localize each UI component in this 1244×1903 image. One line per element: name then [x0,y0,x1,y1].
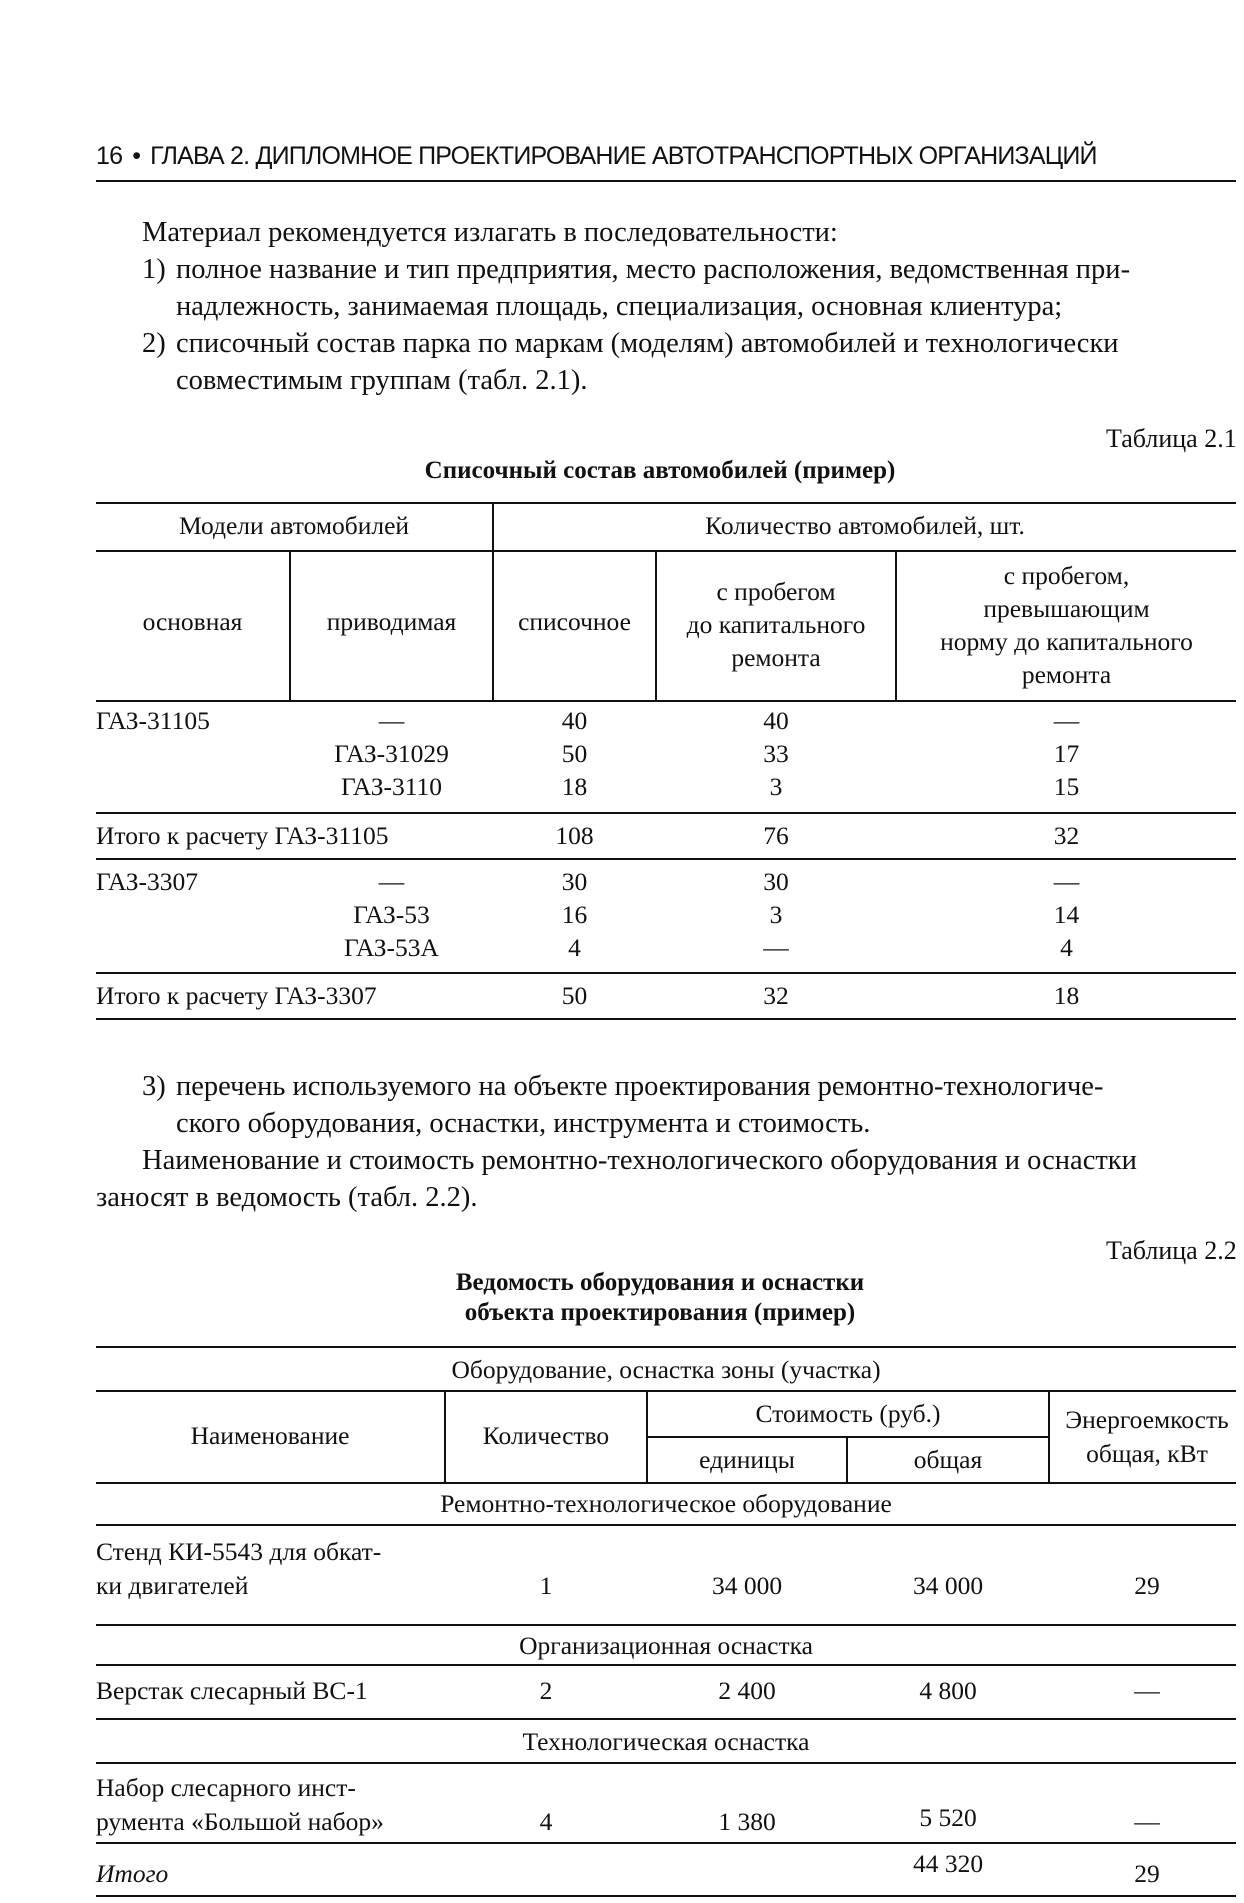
cell-list: 50 [561,981,588,1010]
col-header-over: норму до капитального [940,627,1193,656]
cell-name: Набор слесарного инст- [96,1773,356,1802]
cell-subtotal-label: Итого к расчету ГАЗ-31105 [96,821,389,850]
cell-run: 30 [763,867,789,896]
table-rule [96,1842,1236,1844]
col-header-models: Модели автомобилей [178,511,410,540]
cell-name: ки двигателей [96,1571,249,1600]
table-rule [96,972,1236,974]
cell-derived: — [378,867,405,896]
cell-total-energy: 29 [1134,1859,1160,1888]
table-rule [96,502,1236,504]
intro-lead: Материал рекомендуется излагать в последовательности: [142,217,838,248]
cell-name: Стенд КИ-5543 для обкат- [96,1537,382,1566]
col-header-run: ремонта [731,643,821,672]
cell-run: 33 [763,739,789,768]
col-header-energy: Энергоемкость [1065,1405,1229,1434]
table-rule [96,1524,1236,1526]
cell-run: 3 [769,900,783,929]
table-rule [96,858,1236,860]
header-bullet: • [132,142,141,170]
col-header-qty: Количество [482,1421,610,1450]
table-rule [96,1624,1236,1626]
cell-qty: 1 [539,1571,553,1600]
table-rule [96,1390,1236,1392]
table-rule [96,1346,1236,1348]
cell-run: 40 [763,706,789,735]
table-title: Ведомость оборудования и оснастки [455,1269,865,1296]
table-rule [96,1718,1236,1720]
cell-over: 15 [1053,772,1080,801]
cell-over: 14 [1053,900,1080,929]
cell-list: 18 [561,772,588,801]
cell-qty: 2 [539,1676,553,1705]
cell-name: румента «Большой набор» [96,1807,384,1836]
table-rule [96,1664,1236,1666]
cell-derived: ГАЗ-53А [344,933,439,962]
col-header-run: с пробегом [716,577,836,606]
cell-list: 50 [561,739,588,768]
cell-list: 16 [561,900,588,929]
col-header-energy: общая, кВт [1086,1439,1208,1468]
table-rule [96,700,1236,702]
cell-derived: ГАЗ-3110 [340,772,443,801]
cell-unit-cost: 34 000 [711,1571,783,1600]
table-rule [96,1762,1236,1764]
section-header: Организационная оснастка [519,1631,813,1660]
section-header: Технологическая оснастка [522,1727,810,1756]
cell-run: 32 [763,981,789,1010]
col-header-list: списочное [518,607,631,636]
cell-over: 18 [1053,981,1080,1010]
cell-run: 76 [763,821,789,850]
cell-main: ГАЗ-3307 [96,867,199,896]
table-rule [96,812,1236,814]
paragraph-line: Наименование и стоимость ремонтно-технологического оборудования и оснастки [142,1145,1137,1176]
list-number: 1) [142,254,166,285]
cell-run: 3 [769,772,783,801]
cell-subtotal-label: Итого к расчету ГАЗ-3307 [96,981,377,1010]
col-header-unit: единицы [699,1445,795,1474]
table-title: объекта проектирования (пример) [464,1299,856,1326]
cell-total-label: Итого [96,1859,169,1888]
cell-derived: ГАЗ-53 [353,900,430,929]
cell-unit-cost: 1 380 [718,1807,776,1836]
cell-run: — [763,933,789,962]
cell-name: Верстак слесарный ВС-1 [96,1676,368,1705]
list-text-line: списочный состав парка по маркам (моделям) автомобилей и технологически [176,328,1119,359]
list-number: 3) [142,1071,166,1102]
chapter-title: ГЛАВА 2. ДИПЛОМНОЕ ПРОЕКТИРОВАНИЕ АВТОТРАНСПОРТНЫХ ОРГАНИЗАЦИЙ [150,142,1097,170]
list-text-line: перечень используемого на объекте проектирования ремонтно-технологиче- [176,1071,1104,1102]
cell-derived: — [378,706,405,735]
list-text-line: полное название и тип предприятия, место расположения, ведомственная при- [176,254,1131,285]
col-header-over: ремонта [1021,660,1112,689]
col-header-name: Наименование [190,1421,350,1450]
cell-total-cost: 4 800 [919,1676,977,1705]
col-header-main: основная [142,607,243,636]
table-zone-header: Оборудование, оснастка зоны (участка) [451,1355,881,1384]
cell-energy: 29 [1134,1571,1160,1600]
cell-over: — [1053,867,1080,896]
paragraph-line: заносят в ведомость (табл. 2.2). [96,1182,478,1213]
table-rule [96,550,1236,552]
cell-over: — [1053,706,1080,735]
running-header [96,142,1236,171]
col-header-derived: приводимая [326,607,457,636]
cell-derived: ГАЗ-31029 [334,739,449,768]
table-title: Списочный состав автомобилей (пример) [424,457,896,484]
cell-list: 4 [568,933,581,962]
page-number: 16 [96,142,123,170]
col-header-count: Количество автомобилей, шт. [705,511,1025,540]
cell-list: 108 [555,821,594,850]
list-text-line: надлежность, занимаемая площадь, специализация, основная клиентура; [176,291,1063,322]
header-rule [96,180,1236,182]
cell-over: 4 [1060,933,1073,962]
table-label: Таблица 2.2 [1106,1236,1237,1265]
section-header: Ремонтно-технологическое оборудование [440,1489,892,1518]
table-rule [96,1018,1236,1020]
col-header-over: с пробегом, [1003,561,1130,590]
cell-energy: — [1134,1807,1160,1836]
col-header-run: до капитального [686,610,866,639]
cell-qty: 4 [539,1807,553,1836]
cell-total-sum: 44 320 [912,1849,984,1878]
cell-energy: — [1134,1676,1160,1705]
cell-total-cost: 5 520 [919,1803,977,1832]
cell-over: 32 [1053,821,1080,850]
col-header-over: превышающим [983,594,1150,623]
list-text-line: совместимым группам (табл. 2.1). [176,365,588,396]
cell-main: ГАЗ-31105 [96,706,210,735]
cell-list: 40 [561,706,588,735]
cell-list: 30 [561,867,588,896]
col-header-total: общая [913,1445,983,1474]
cell-total-cost: 34 000 [912,1571,984,1600]
list-text-line: ского оборудования, оснастки, инструмента и стоимость. [176,1108,871,1139]
list-number: 2) [142,328,166,359]
table-rule [96,1482,1236,1484]
table-rule [96,1895,1236,1897]
table-label: Таблица 2.1 [1106,424,1237,453]
col-header-cost: Стоимость (руб.) [755,1399,941,1428]
cell-unit-cost: 2 400 [718,1676,776,1705]
cell-over: 17 [1053,739,1080,768]
